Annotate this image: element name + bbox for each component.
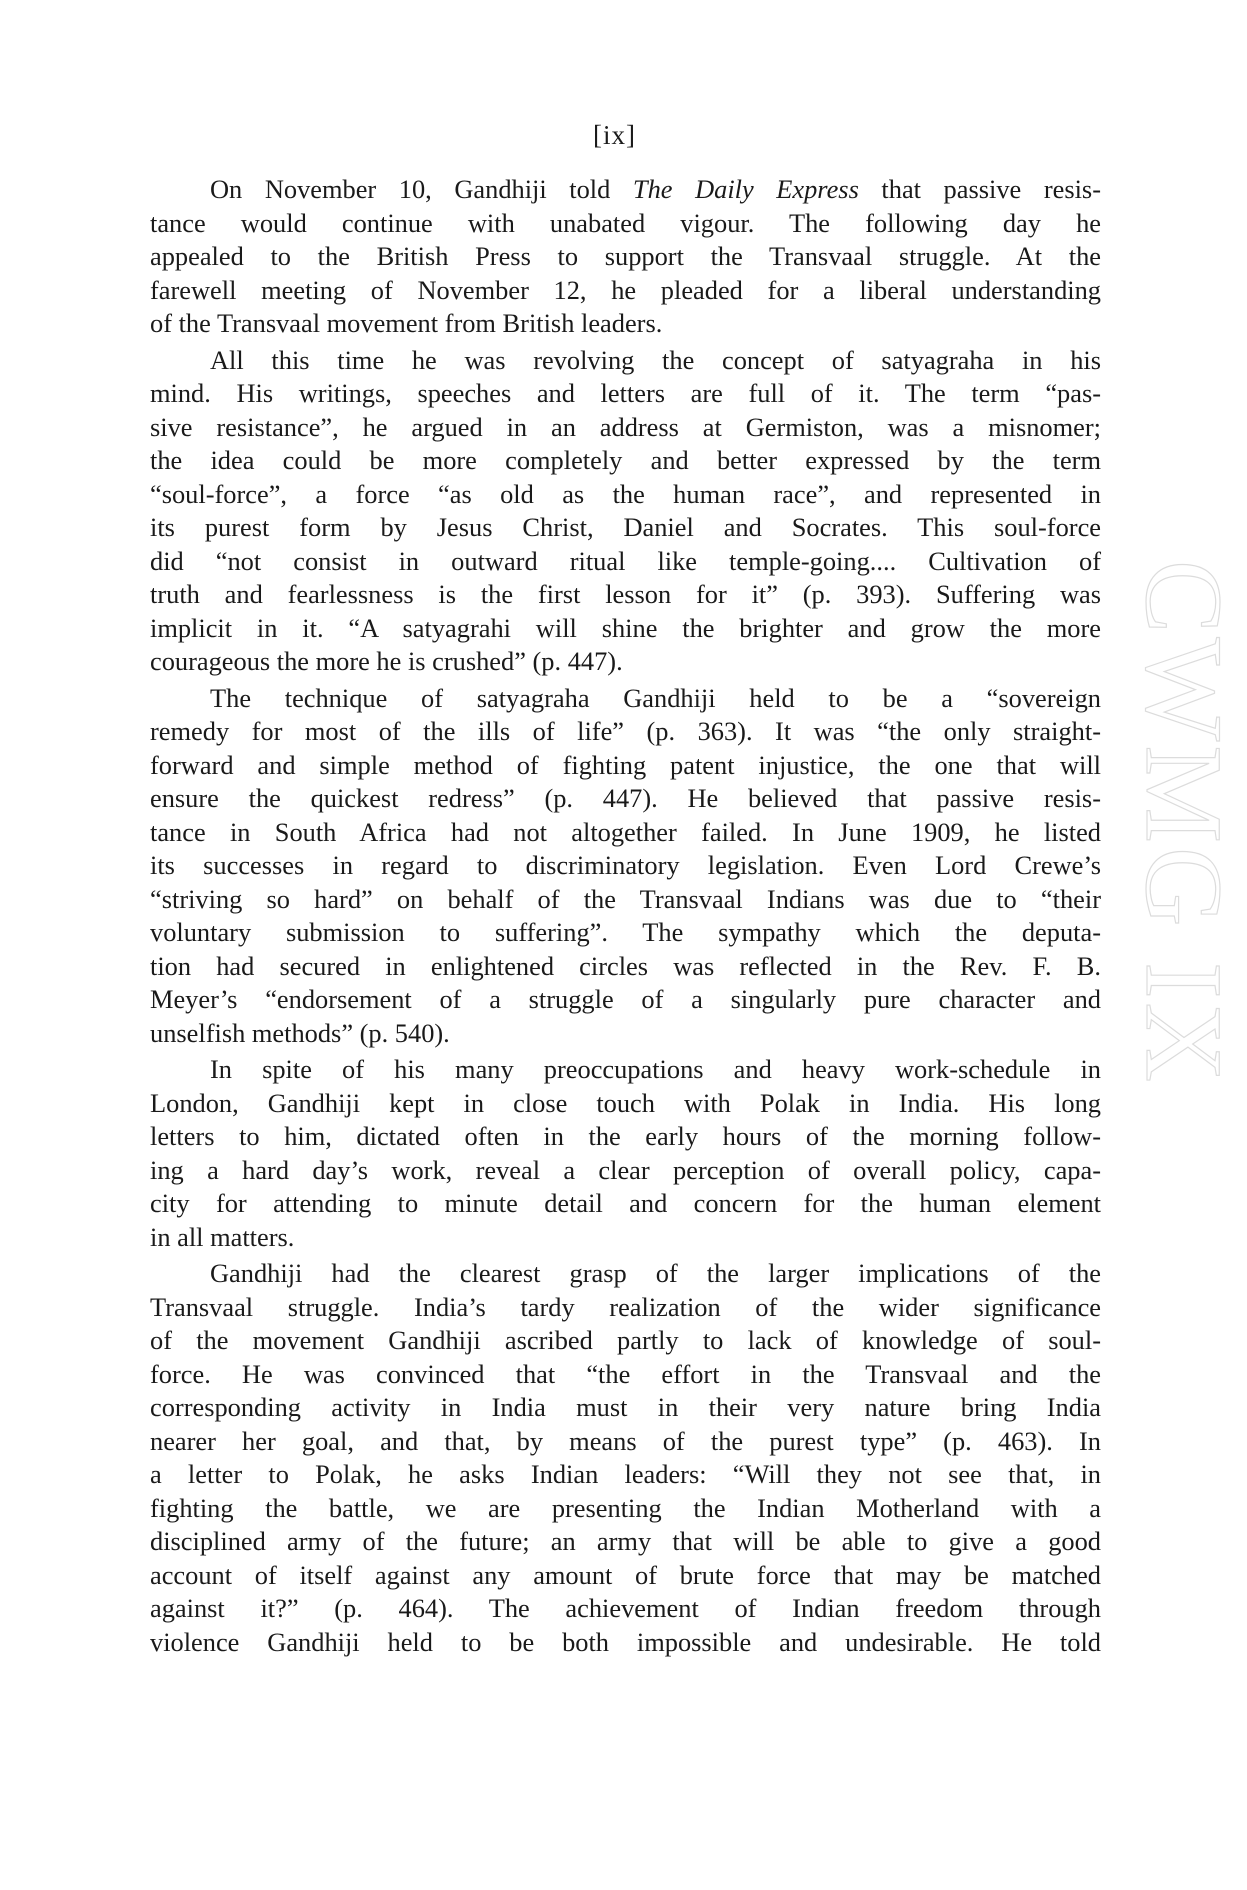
text-line: unselfish methods” (p. 540). <box>150 1017 450 1048</box>
text-line: city for attending to minute detail and concern for the human element <box>150 1188 1101 1218</box>
paragraph-5 <box>150 1257 1101 1659</box>
text-line: fighting the battle, we are presenting the Indian Motherland with a <box>150 1492 1101 1523</box>
text-line: sive resistance”, he argued in an address at Germiston, was a misnomer; <box>150 411 1101 442</box>
text-line: mind. His writings, speeches and letters are full of it. The term “pas- <box>150 378 1101 408</box>
text-line: the idea could be more completely and better expressed by the term <box>150 445 1101 475</box>
text-line: in all matters. <box>150 1221 295 1252</box>
text-line: On November 10, Gandhiji told The Daily Express that passive resis- <box>210 174 1101 204</box>
text-line: appealed to the British Press to support the Transvaal struggle. At the <box>150 241 1101 271</box>
text-line: “striving so hard” on behalf of the Transvaal Indians was due to “their <box>150 883 1101 914</box>
text-line: nearer her goal, and that, by means of the purest type” (p. 463). In <box>150 1425 1101 1456</box>
body-text <box>150 173 1101 1662</box>
text-line: “soul-force”, a force “as old as the human race”, and represented in <box>150 478 1101 509</box>
text-line: letters to him, dictated often in the early hours of the morning follow- <box>150 1121 1101 1151</box>
text-line: tion had secured in enlightened circles was reflected in the Rev. F. B. <box>150 950 1101 981</box>
text-line: of the Transvaal movement from British leaders. <box>150 308 663 338</box>
text-line: tance would continue with unabated vigour. The following day he <box>150 207 1101 238</box>
text-line: implicit in it. “A satyagrahi will shine the brighter and grow the more <box>150 612 1101 643</box>
text-line: ing a hard day’s work, reveal a clear perception of overall policy, capa- <box>150 1154 1101 1185</box>
text-line: corresponding activity in India must in their very nature bring India <box>150 1392 1101 1422</box>
text-line: of the movement Gandhiji ascribed partly to lack of knowledge of soul- <box>150 1325 1101 1355</box>
text-line: The technique of satyagraha Gandhiji held to be a “sovereign <box>210 682 1101 713</box>
text-line: force. He was convinced that “the effort in the Transvaal and the <box>150 1358 1101 1389</box>
text-line: Transvaal struggle. India’s tardy realization of the wider significance <box>150 1291 1101 1322</box>
text-line: Gandhiji had the clearest grasp of the larger implications of the <box>210 1258 1101 1288</box>
paragraph-2 <box>150 344 1101 679</box>
text-line: account of itself against any amount of brute force that may be matched <box>150 1559 1101 1590</box>
text-line: tance in South Africa had not altogether failed. In June 1909, he listed <box>150 816 1101 847</box>
text-line: farewell meeting of November 12, he pleaded for a liberal understanding <box>150 274 1101 305</box>
text-line: truth and fearlessness is the first lesson for it” (p. 393). Suffering was <box>150 579 1101 609</box>
paragraph-1 <box>150 173 1101 341</box>
text-line: London, Gandhiji kept in close touch with Polak in India. His long <box>150 1087 1101 1118</box>
text-line: violence Gandhiji held to be both impossible and undesirable. He told <box>150 1626 1101 1657</box>
text-line: a letter to Polak, he asks Indian leaders: “Will they not see that, in <box>150 1459 1101 1489</box>
text-line: did “not consist in outward ritual like temple-going.... Cultivation of <box>150 545 1101 576</box>
newspaper-title: The Daily Express <box>632 174 859 204</box>
text-line: In spite of his many preoccupations and heavy work-schedule in <box>210 1054 1101 1084</box>
text-line: ensure the quickest redress” (p. 447). He believed that passive resis- <box>150 783 1101 813</box>
text-line: disciplined army of the future; an army that will be able to give a good <box>150 1526 1101 1556</box>
text-line: All this time he was revolving the concept of satyagraha in his <box>210 344 1101 375</box>
text-line: its purest form by Jesus Christ, Daniel and Socrates. This soul-force <box>150 512 1101 542</box>
page-number: [ix] <box>593 120 636 150</box>
text-line: forward and simple method of fighting patent injustice, the one that will <box>150 749 1101 780</box>
text-line: voluntary submission to suffering”. The sympathy which the deputa- <box>150 917 1101 947</box>
text-line: remedy for most of the ills of life” (p. 363). It was “the only straight- <box>150 716 1101 746</box>
text-line: Meyer’s “endorsement of a struggle of a singularly pure character and <box>150 984 1101 1014</box>
text-line: courageous the more he is crushed” (p. 447). <box>150 646 623 676</box>
paragraph-4 <box>150 1053 1101 1254</box>
paragraph-3 <box>150 682 1101 1051</box>
text-line: its successes in regard to discriminatory legislation. Even Lord Crewe’s <box>150 850 1101 880</box>
watermark: CWMG IX <box>1123 560 1245 1087</box>
text-line: against it?” (p. 464). The achievement of Indian freedom through <box>150 1593 1101 1623</box>
